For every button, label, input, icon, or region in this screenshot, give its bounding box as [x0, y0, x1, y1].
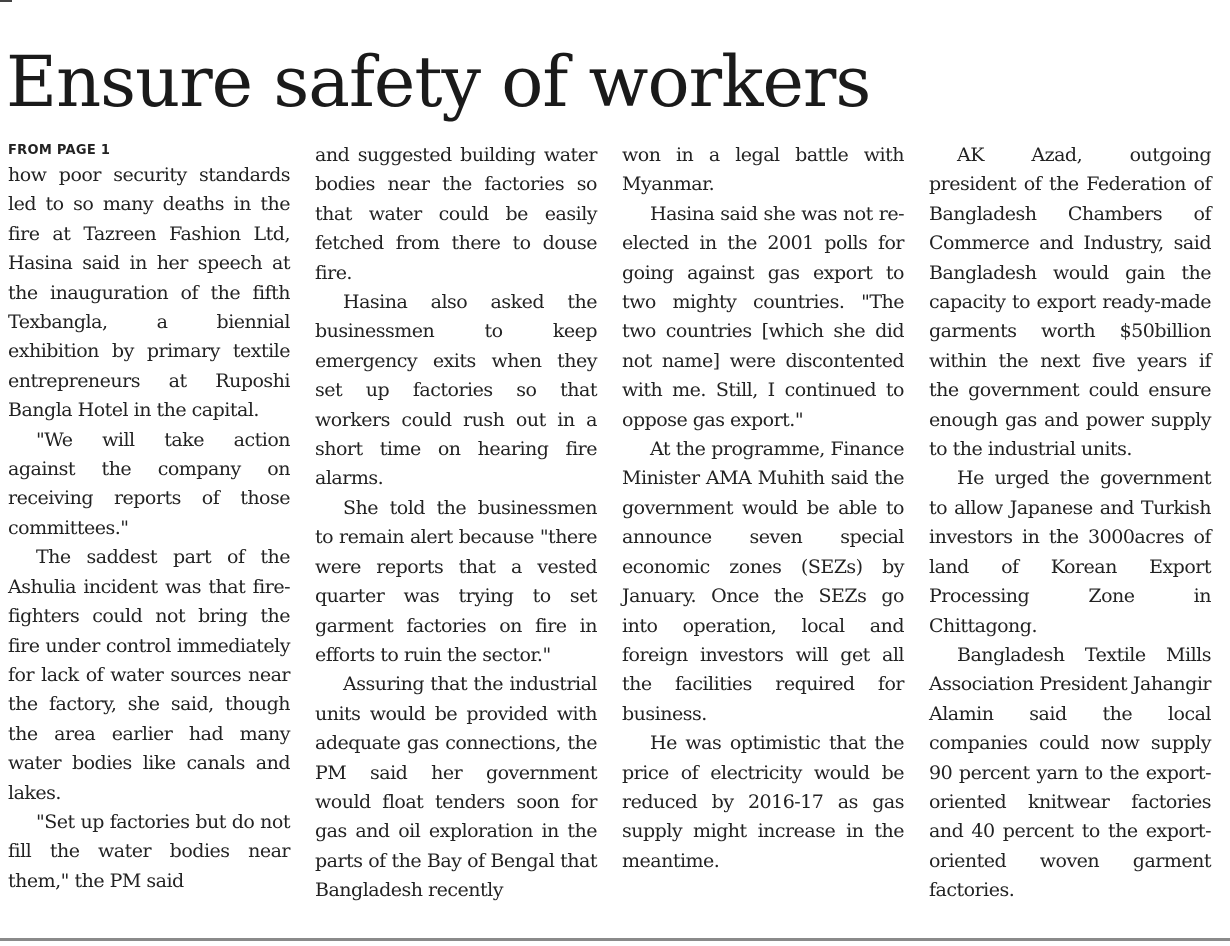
paragraph: AK Azad, outgoing president of the Federation of Bangladesh Chambers of Commerce and Industry, said Bangladesh would gain the capacity to export ready-made garments worth $50billion within the next five years if the government could ensure enough gas and power supply to the industrial units.: [929, 144, 1211, 461]
paragraph: Hasina also asked the businessmen to keep emergency exits when they set up factories so that workers could rush out in a short time on hearing fire alarms.: [315, 291, 597, 490]
paragraph: Assuring that the industrial units would be provided with adequate gas connections, the PM said her government would float tenders soon for gas and oil exploration in the parts of the Bay of Bengal that Bangladesh recently: [315, 673, 597, 902]
paragraph: won in a legal battle with Myanmar.: [622, 144, 904, 196]
paragraph: Bangladesh Textile Mills Association President Jahangir Alamin said the local companies could now supply 90 percent yarn to the export-oriented knitwear factories and 40 percent to the export-oriented woven garment factories.: [929, 643, 1211, 902]
paragraph: Hasina said she was not re-elected in the 2001 polls for going against gas export to two mighty countries. "The two countries [which she did not name] were discontented with me. Still, I continued to oppose gas export.": [622, 202, 904, 431]
article-column-2: [315, 141, 597, 906]
article-column-3: [622, 141, 904, 876]
paragraph: He urged the government to allow Japanese and Turkish investors in the 3000acres of land of Korean Export Processing Zone in Chittagong.: [929, 467, 1211, 637]
paragraph: "We will take action against the company on receiving reports of those committees.": [8, 428, 290, 539]
paragraph: The saddest part of the Ashulia incident was that fire-fighters could not bring the fire under control immediately for lack of water sources near the factory, she said, though the area earlier had many water bodies like canals and lakes.: [8, 546, 290, 804]
kicker-from-page: FROM PAGE 1: [8, 143, 111, 158]
paragraph: and suggested building water bodies near the factories so that water could be easily fetched from there to douse fire.: [315, 144, 597, 284]
top-rule: [0, 0, 12, 2]
paragraph: how poor security standards led to so many deaths in the fire at Tazreen Fashion Ltd, Hasina said in her speech at the inauguration of the fifth Texbangla, a biennial exhibition by primary textile entrepreneurs at Ruposhi Bangla Hotel in the capital.: [8, 164, 290, 422]
article-column-1: [8, 143, 290, 896]
article-column-4: [929, 141, 1211, 906]
bottom-rule: [0, 938, 1230, 941]
paragraph: She told the businessmen to remain alert because "there were reports that a vested quarter was trying to set garment factories on fire in efforts to ruin the sector.": [315, 496, 597, 666]
headline: Ensure safety of workers: [6, 41, 871, 123]
paragraph: "Set up factories but do not fill the water bodies near them," the PM said: [8, 810, 290, 892]
paragraph: At the programme, Finance Minister AMA Muhith said the government would be able to announce seven special economic zones (SEZs) by January. Once the SEZs go into operation, local and foreign investors will get all the facilities required for business.: [622, 438, 904, 725]
paragraph: He was optimistic that the price of electricity would be reduced by 2016-17 as gas supply might increase in the meantime.: [622, 732, 904, 872]
